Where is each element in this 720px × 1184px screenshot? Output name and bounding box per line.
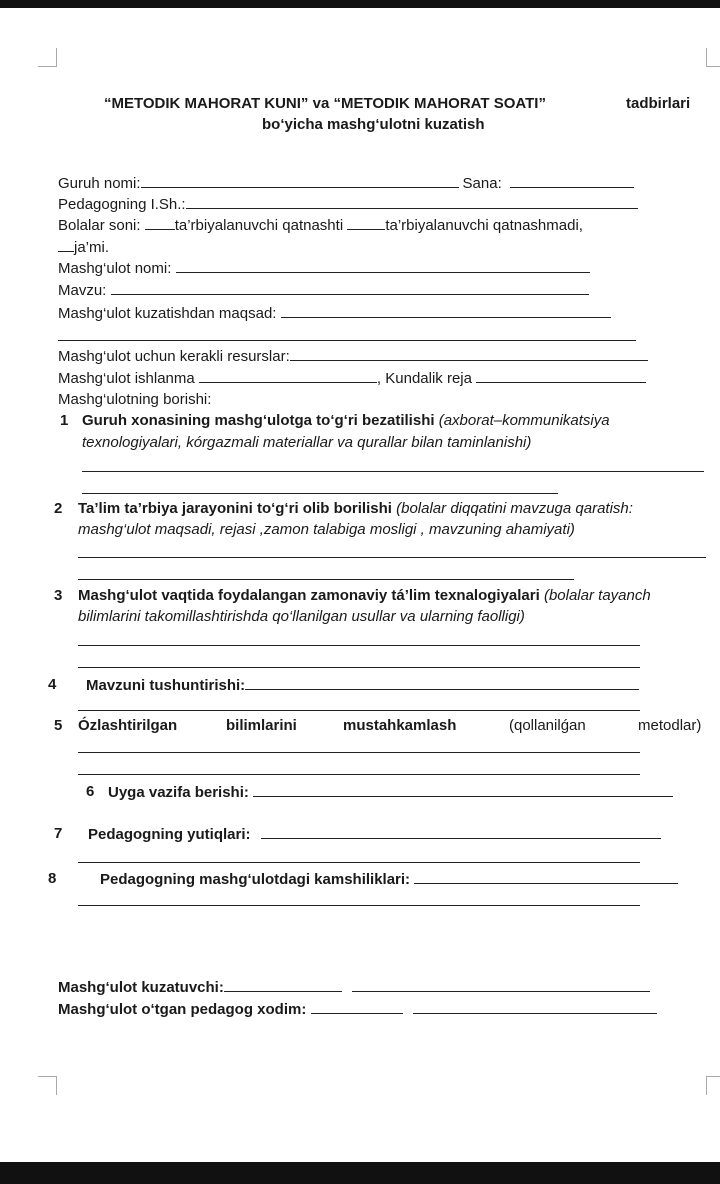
document-subtitle: bo‘yicha mashg‘ulotni kuzatish [262, 116, 485, 133]
field-teacher-name [58, 195, 638, 214]
item-5-word: metodlar) [638, 717, 702, 734]
item-5-word: mustahkamlash [343, 717, 457, 734]
field-total: ja’mi. [58, 238, 109, 257]
crop-mark-bottom-left [38, 1076, 57, 1095]
bottom-bar [0, 1162, 720, 1184]
field-label: Mashg‘ulot kuzatishdan maqsad: [58, 305, 277, 322]
field-label: Sana: [462, 175, 502, 192]
field-purpose [58, 304, 611, 323]
lesson-progress-heading: Mashg‘ulotning borishi: [58, 391, 212, 408]
item-3-text-cont: bilimlarini takomillashtirishda qo‘llanilgan usullar va ularning faolligi) [78, 608, 525, 625]
blank-line [78, 905, 640, 906]
top-bar [0, 0, 720, 8]
item-number: 3 [54, 587, 63, 604]
item-2-text-cont: mashg‘ulot maqsadi, rejasi ,zamon talabiga mosligi , mavzuning ahamiyati) [78, 521, 575, 538]
field-label: Mavzu: [58, 282, 107, 299]
blank-line [78, 579, 574, 580]
item-5-word: (qollanilǵan [509, 717, 586, 734]
field-topic [58, 281, 589, 300]
item-3-text: Mashg‘ulot vaqtida foydalangan zamonaviy tá’lim texnalogiyalari (bolalar tayanch [78, 587, 651, 604]
field-label: Pedagogning I.Sh.: [58, 196, 186, 213]
item-5-word: Ózlashtirilgan [78, 717, 178, 734]
blank-line [78, 667, 640, 668]
observer-signature: Mashg‘ulot kuzatuvchi: [58, 978, 650, 997]
field-label: Bolalar soni: [58, 217, 141, 234]
field-label: Mashg‘ulot ishlanma [58, 370, 195, 387]
field-label: Guruh nomi: [58, 175, 141, 192]
item-number: 2 [54, 500, 63, 517]
blank-line [78, 557, 706, 558]
field-resources [58, 347, 648, 366]
crop-mark-top-right [706, 48, 720, 67]
item-1-text-cont: texnologiyalari, kórgazmali materiallar va qurallar bilan taminlanishi) [82, 434, 532, 451]
crop-mark-top-left [38, 48, 57, 67]
item-7-text: Pedagogning yutiqlari: [88, 825, 661, 844]
crop-mark-bottom-right [706, 1076, 720, 1095]
blank-line [58, 340, 636, 341]
field-children-count: Bolalar soni: ta’rbiyalanuvchi qatnashti ta’rbiyalanuvchi qatnashmadi, [58, 217, 583, 234]
teacher-signature: Mashg‘ulot o‘tgan pedagog xodim: [58, 1000, 657, 1019]
field-lesson-name [58, 259, 590, 278]
item-6-text: Uyga vazifa berishi: [108, 783, 673, 802]
document-title: “METODIK MAHORAT KUNI” va “METODIK MAHORAT SOATI” [104, 95, 546, 112]
document-title-suffix: tadbirlari [626, 95, 691, 112]
field-lesson-plan: Mashg‘ulot ishlanma , Kundalik reja [58, 369, 646, 388]
item-5-word: bilimlarini [226, 717, 297, 734]
item-1-text: Guruh xonasining mashg‘ulotga to‘g‘ri bezatilishi (axborat–kommunikatsiya [82, 412, 610, 429]
field-label: Mashg‘ulot nomi: [58, 260, 172, 277]
item-number: 5 [54, 717, 63, 734]
blank-line [78, 645, 640, 646]
item-number: 7 [54, 825, 63, 842]
item-number: 1 [60, 412, 69, 429]
blank-line [78, 710, 640, 711]
item-number: 6 [86, 783, 95, 800]
blank-line [82, 493, 558, 494]
item-8-text: Pedagogning mashg‘ulotdagi kamshiliklari: [100, 870, 678, 889]
blank-line [78, 752, 640, 753]
item-2-text: Ta’lim ta’rbiya jarayonini to‘g‘ri olib borilishi (bolalar diqqatini mavzuga qaratish: [78, 500, 633, 517]
field-label: Mashg‘ulot uchun kerakli resurslar: [58, 348, 290, 365]
blank-line [82, 471, 704, 472]
item-number: 4 [48, 676, 57, 693]
blank-line [78, 774, 640, 775]
item-4-text: Mavzuni tushuntirishi: [86, 676, 639, 695]
field-group-name [58, 174, 634, 193]
blank-line [78, 862, 640, 863]
item-number: 8 [48, 870, 57, 887]
